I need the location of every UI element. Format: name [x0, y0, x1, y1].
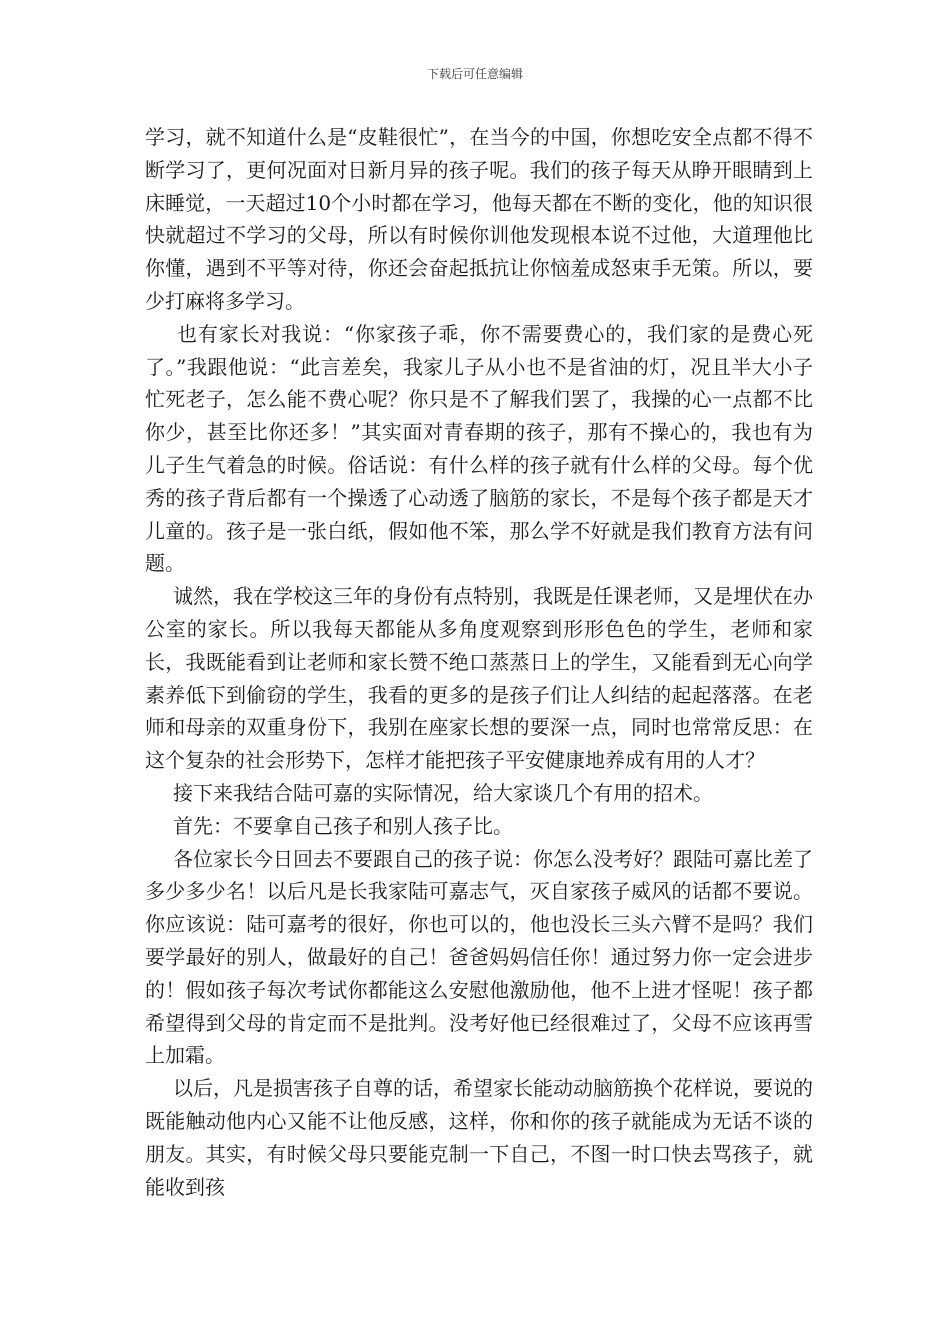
paragraph-5: 首先：不要拿自己孩子和别人孩子比。 [173, 813, 513, 838]
paragraph-2: 也有家长对我说：“你家孩子乖，你不需要费心的，我们家的是费心死了。”我跟他说：“此言差矣，我家儿子从小也不是省油的灯，况且半大小子忙死老子，怎么能不费心呢？你只是不了解我们罢了，我操的心一点都不比你少，甚至比你还多！”其实面对青春期的孩子，那有不操心的，我也有为儿子生气着急的时候。俗话说：有什么样的孩子就有什么样的父母。每个优秀的孩子背后都有一个操透了心动透了脑筋的家长，不是每个孩子都是天才儿童的。孩子是一张白纸，假如他不笨，那么学不好就是我们教育方法有问题。 [145, 321, 813, 576]
paragraph-3: 诚然，我在学校这三年的身份有点特别，我既是任课老师，又是埋伏在办公室的家长。所以我每天都能从多角度观察到形形色色的学生，老师和家长，我既能看到让老师和家长赞不绝口蒸蒸日上的学生，又能看到无心向学素养低下到偷窃的学生，我看的更多的是孩子们让人纠结的起起落落。在老师和母亲的双重身份下，我别在座家长想的要深一点，同时也常常反思：在这个复杂的社会形势下，怎样才能把孩子平安健康地养成有用的人才？ [145, 584, 813, 773]
page-header-note: 下载后可任意编辑 [426, 67, 523, 81]
paragraph-1: 学习，就不知道什么是“皮鞋很忙”，在当今的中国，你想吃安全点都不得不断学习了，更何况面对日新月异的孩子呢。我们的孩子每天从睁开眼睛到上床睡觉，一天超过10个小时都在学习，他每天都在不断的变化，他的知识很快就超过不学习的父母，所以有时候你训他发现根本说不过他，大道理他比你懂，遇到不平等对待，你还会奋起抵抗让你恼羞成怒束手无策。所以，要少打麻将多学习。 [145, 125, 813, 313]
document-body [145, 121, 813, 1203]
paragraph-7: 以后，凡是损害孩子自尊的话，希望家长能动动脑筋换个花样说，要说的既能触动他内心又能不让他反感，这样，你和你的孩子就能成为无话不谈的朋友。其实，有时候父母只要能克制一下自己，不图一时口快去骂孩子，就能收到孩 [145, 1076, 813, 1199]
paragraph-6: 各位家长今日回去不要跟自己的孩子说：你怎么没考好？跟陆可嘉比差了多少多少名！以后凡是长我家陆可嘉志气，灭自家孩子威风的话都不要说。你应该说：陆可嘉考的很好，你也可以的，他也没长三头六臂不是吗？我们要学最好的别人，做最好的自己！爸爸妈妈信任你！通过努力你一定会进步的！假如孩子每次考试你都能这么安慰他激励他，他不上进才怪呢！孩子都希望得到父母的肯定而不是批判。没考好他已经很难过了，父母不应该再雪上加霜。 [145, 846, 813, 1068]
paragraph-4: 接下来我结合陆可嘉的实际情况，给大家谈几个有用的招术。 [173, 780, 713, 805]
